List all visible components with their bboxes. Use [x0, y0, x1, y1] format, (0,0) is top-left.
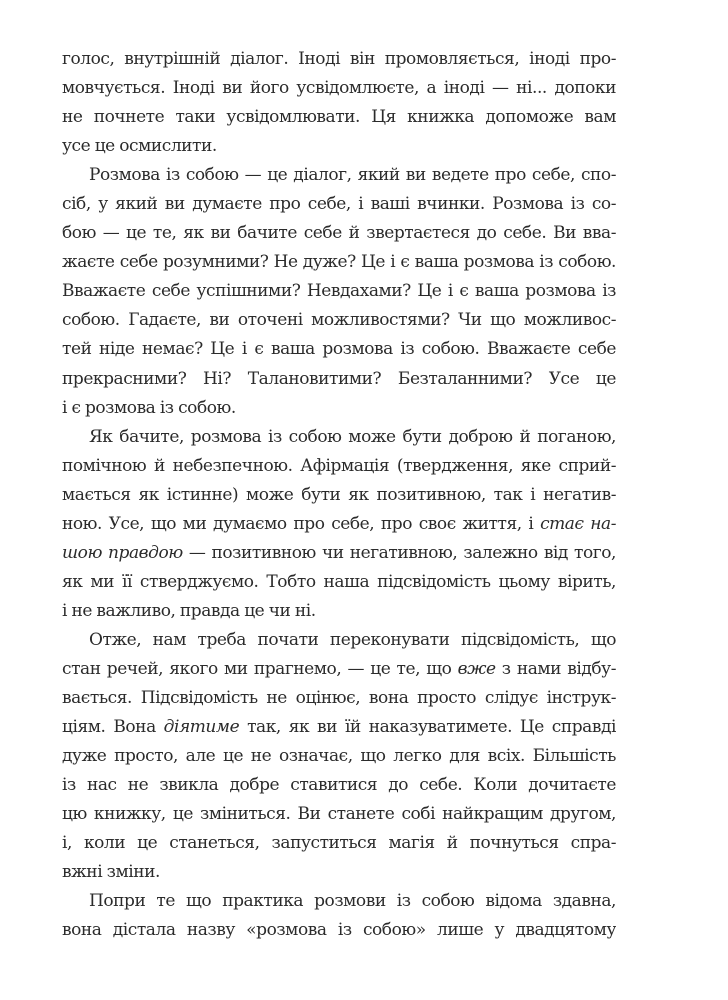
text-segment: Попри те що практика розмови із собою відома здавна,: [89, 891, 616, 912]
text-segment: ною. Усе, що ми думаємо про себе, про своє життя, і: [62, 513, 541, 534]
text-line: [62, 684, 616, 713]
text-segment: голос, внутрішній діалог. Іноді він промовляється, іноді про-: [62, 49, 616, 69]
text-line: [62, 74, 616, 103]
body-text: [62, 45, 616, 945]
text-line: [62, 742, 616, 771]
text-segment: прекрасними? Ні? Талановитими? Безталанними? Усе це: [62, 368, 616, 389]
text-line: [62, 626, 616, 655]
text-segment: жаєте себе розумними? Не дуже? Це і є ваша розмова із собою.: [62, 252, 616, 273]
text-line: [62, 452, 616, 481]
text-segment: Вважаєте себе успішними? Невдахами? Це і є ваша розмова із: [62, 281, 616, 302]
text-line: [62, 394, 616, 423]
text-segment: дуже просто, але це не означає, що легко для всіх. Більшість: [62, 746, 616, 767]
text-line: [62, 568, 616, 597]
text-line: [62, 713, 616, 742]
text-segment: бою — це те, як ви бачите себе й звертаєтеся до себе. Ви вва-: [62, 223, 616, 244]
text-line: [62, 365, 616, 394]
text-segment: вається. Підсвідомість не оцінює, вона просто слідує інструк-: [62, 688, 616, 709]
text-segment: тей ніде немає? Це і є ваша розмова із собою. Вважаєте себе: [62, 339, 616, 360]
text-segment: мається як істинне) може бути як позитивною, так і негатив-: [62, 484, 616, 505]
text-line: [62, 335, 616, 364]
text-line: [62, 655, 616, 684]
text-segment: стан речей, якого ми прагнемо, — це те, що: [62, 658, 458, 679]
text-segment: і, коли це станеться, запуститься магія й почнуться спра-: [62, 833, 616, 854]
text-line: [62, 306, 616, 335]
italic-text: вже: [457, 658, 496, 679]
text-line: [62, 800, 616, 829]
text-segment: Розмова із собою — це діалог, який ви ведете про себе, спо-: [89, 165, 616, 186]
text-segment: так, як ви їй наказуватимете. Це справді: [239, 717, 616, 738]
text-line: [62, 858, 616, 887]
text-line: [62, 597, 616, 626]
text-line: [62, 510, 616, 539]
text-segment: Як бачите, розмова із собою може бути доброю й поганою,: [89, 426, 616, 447]
text-segment: і є розмова із собою.: [62, 397, 236, 418]
text-line: [62, 248, 616, 277]
text-segment: з нами відбу-: [495, 658, 616, 679]
text-line: [62, 277, 616, 306]
text-segment: усе це осмислити.: [62, 136, 217, 157]
text-line: [62, 771, 616, 800]
text-segment: — позитивною чи негативною, залежно від того,: [182, 542, 616, 563]
italic-text: стає на-: [540, 513, 616, 534]
italic-text: діятиме: [163, 717, 240, 738]
text-line: [62, 887, 616, 916]
text-segment: і не важливо, правда це чи ні.: [62, 600, 316, 621]
text-line: [62, 161, 616, 190]
text-segment: собою. Гадаєте, ви оточені можливостями? Чи що можливос-: [62, 310, 616, 331]
text-segment: вжні зміни.: [62, 862, 160, 883]
text-segment: ціям. Вона: [62, 717, 164, 738]
italic-text: шою правдою: [62, 542, 183, 563]
text-line: [62, 539, 616, 568]
text-segment: як ми її стверджуємо. Тобто наша підсвідомість цьому вірить,: [62, 571, 616, 592]
text-segment: вона дістала назву «розмова із собою» лише у двадцятому: [62, 920, 616, 941]
text-segment: із нас не звикла добре ставитися до себе. Коли дочитаєте: [62, 775, 616, 796]
text-segment: не почнете таки усвідомлювати. Ця книжка допоможе вам: [62, 107, 616, 128]
text-line: [62, 423, 616, 452]
text-line: [62, 103, 616, 132]
text-line: [62, 481, 616, 510]
text-segment: помічною й небезпечною. Афірмація (твердження, яке сприй-: [62, 455, 616, 476]
text-line: [62, 190, 616, 219]
text-segment: сіб, у який ви думаєте про себе, і ваші вчинки. Розмова із со-: [62, 194, 616, 215]
text-line: [62, 132, 616, 161]
text-line: [62, 219, 616, 248]
text-line: [62, 916, 616, 945]
text-segment: цю книжку, це зміниться. Ви станете собі найкращим другом,: [62, 804, 616, 825]
text-line: [62, 45, 616, 74]
text-segment: мовчується. Іноді ви його усвідомлюєте, а іноді — ні... допоки: [62, 78, 616, 99]
text-line: [62, 829, 616, 858]
text-segment: Отже, нам треба почати переконувати підсвідомість, що: [89, 629, 616, 650]
